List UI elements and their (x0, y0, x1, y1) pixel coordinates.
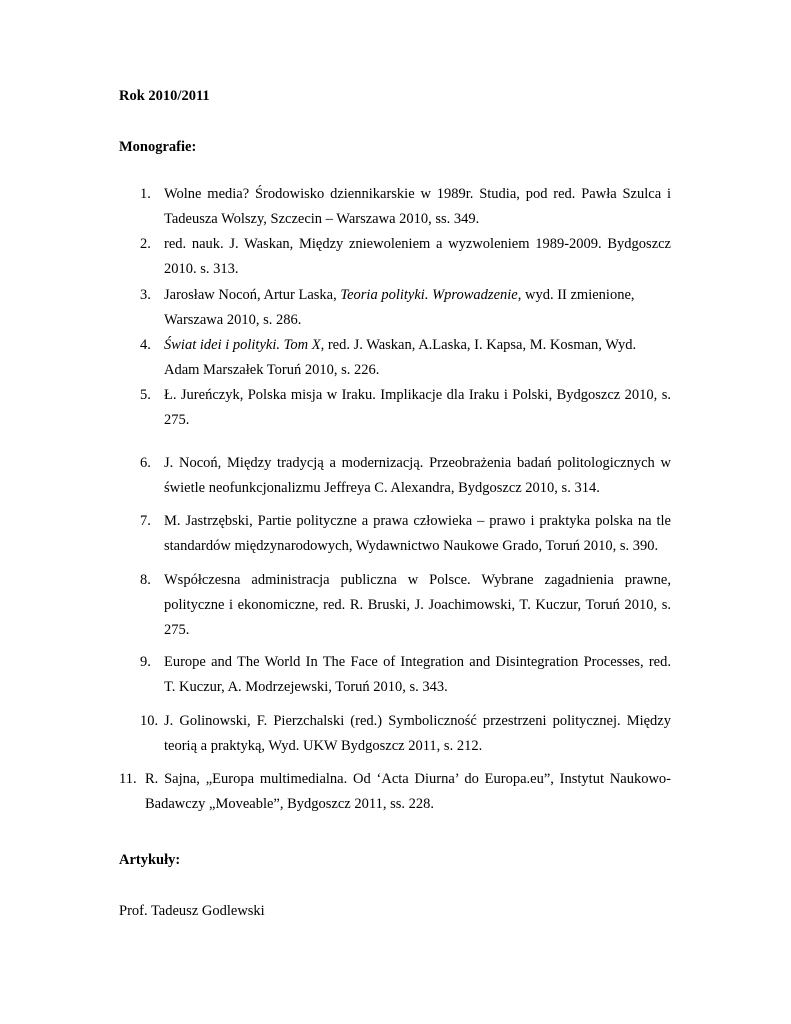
list-item-line: standardów międzynarodowych, Wydawnictwo Naukowe Grado, Toruń 2010, s. 390. (164, 538, 659, 554)
monograph-item-9 (119, 650, 671, 700)
monograph-item-10 (119, 709, 671, 759)
monograph-item-4 (119, 333, 671, 383)
list-number: 5. (140, 387, 151, 403)
list-item-line: Adam Marszałek Toruń 2010, s. 226. (164, 362, 380, 378)
list-item-line: J. Golinowski, F. Pierzchalski (red.) Symboliczność przestrzeni politycznej. Między (164, 713, 671, 729)
list-item-line: J. Nocoń, Między tradycją a modernizacją. Przeobrażenia badań politologicznych w (164, 455, 671, 471)
list-number: 10. (140, 713, 159, 729)
list-item-line (164, 333, 671, 358)
list-item-line: red. nauk. J. Waskan, Między zniewoleniem a wyzwoleniem 1989-2009. Bydgoszcz (164, 236, 671, 252)
list-item-line: M. Jastrzębski, Partie polityczne a prawa człowieka – prawo i praktyka polska na tle (164, 513, 671, 529)
monograph-item-8 (119, 568, 671, 643)
title-italic: Teoria polityki. Wprowadzenie (340, 287, 518, 303)
monographs-heading: Monografie: (119, 139, 197, 155)
editors-text: , red. J. Waskan, A.Laska, I. Kapsa, M. Kosman, Wyd. (320, 337, 637, 353)
monograph-item-5 (119, 383, 671, 433)
list-number: 11. (119, 771, 137, 787)
monograph-item-11 (119, 767, 671, 817)
list-item-line: T. Kuczur, A. Modrzejewski, Toruń 2010, s. 343. (164, 679, 448, 695)
list-item-line: Badawczy „Moveable”, Bydgoszcz 2011, ss. 228. (145, 796, 434, 812)
list-item-line: Współczesna administracja publiczna w Polsce. Wybrane zagadnienia prawne, (164, 572, 671, 588)
list-number: 9. (140, 654, 151, 670)
list-item-line: Europe and The World In The Face of Integration and Disintegration Processes, red. (164, 654, 671, 670)
monograph-item-7 (119, 509, 671, 559)
list-item-line: Warszawa 2010, s. 286. (164, 312, 302, 328)
list-item-line (164, 283, 671, 308)
monograph-item-3 (119, 283, 671, 333)
list-item-line: polityczne i ekonomiczne, red. R. Bruski, J. Joachimowski, T. Kuczur, Toruń 2010, s. (164, 597, 671, 613)
edition-text: , wyd. II zmienione, (517, 287, 635, 303)
list-item-line: 2010. s. 313. (164, 261, 239, 277)
list-item-line: Wolne media? Środowisko dziennikarskie w 1989r. Studia, pod red. Pawła Szulca i (164, 186, 671, 202)
list-item-line: 275. (164, 622, 190, 638)
list-item-line: Tadeusza Wolszy, Szczecin – Warszawa 2010, ss. 349. (164, 211, 480, 227)
list-item-line: 275. (164, 412, 190, 428)
monograph-item-1 (119, 182, 671, 232)
list-number: 6. (140, 455, 151, 471)
list-number: 2. (140, 236, 151, 252)
list-number: 1. (140, 186, 151, 202)
list-item-line: teorią a praktyką, Wyd. UKW Bydgoszcz 2011, s. 212. (164, 738, 483, 754)
monograph-item-6 (119, 451, 671, 501)
year-heading: Rok 2010/2011 (119, 88, 210, 104)
title-italic: Świat idei i polityki. Tom X (164, 337, 321, 353)
articles-heading: Artykuły: (119, 852, 181, 868)
list-number: 4. (140, 337, 151, 353)
author-line: Prof. Tadeusz Godlewski (119, 903, 265, 919)
list-number: 3. (140, 287, 151, 303)
list-item-line: Ł. Jureńczyk, Polska misja w Iraku. Implikacje dla Iraku i Polski, Bydgoszcz 2010, s. (164, 387, 671, 403)
author-text: Jarosław Nocoń, Artur Laska, (164, 287, 341, 303)
list-number: 8. (140, 572, 151, 588)
list-item-line: świetle neofunkcjonalizmu Jeffreya C. Alexandra, Bydgoszcz 2010, s. 314. (164, 480, 600, 496)
list-item-line: R. Sajna, „Europa multimedialna. Od ‘Acta Diurna’ do Europa.eu”, Instytut Naukowo- (145, 771, 671, 787)
list-number: 7. (140, 513, 151, 529)
monograph-item-2 (119, 232, 671, 282)
